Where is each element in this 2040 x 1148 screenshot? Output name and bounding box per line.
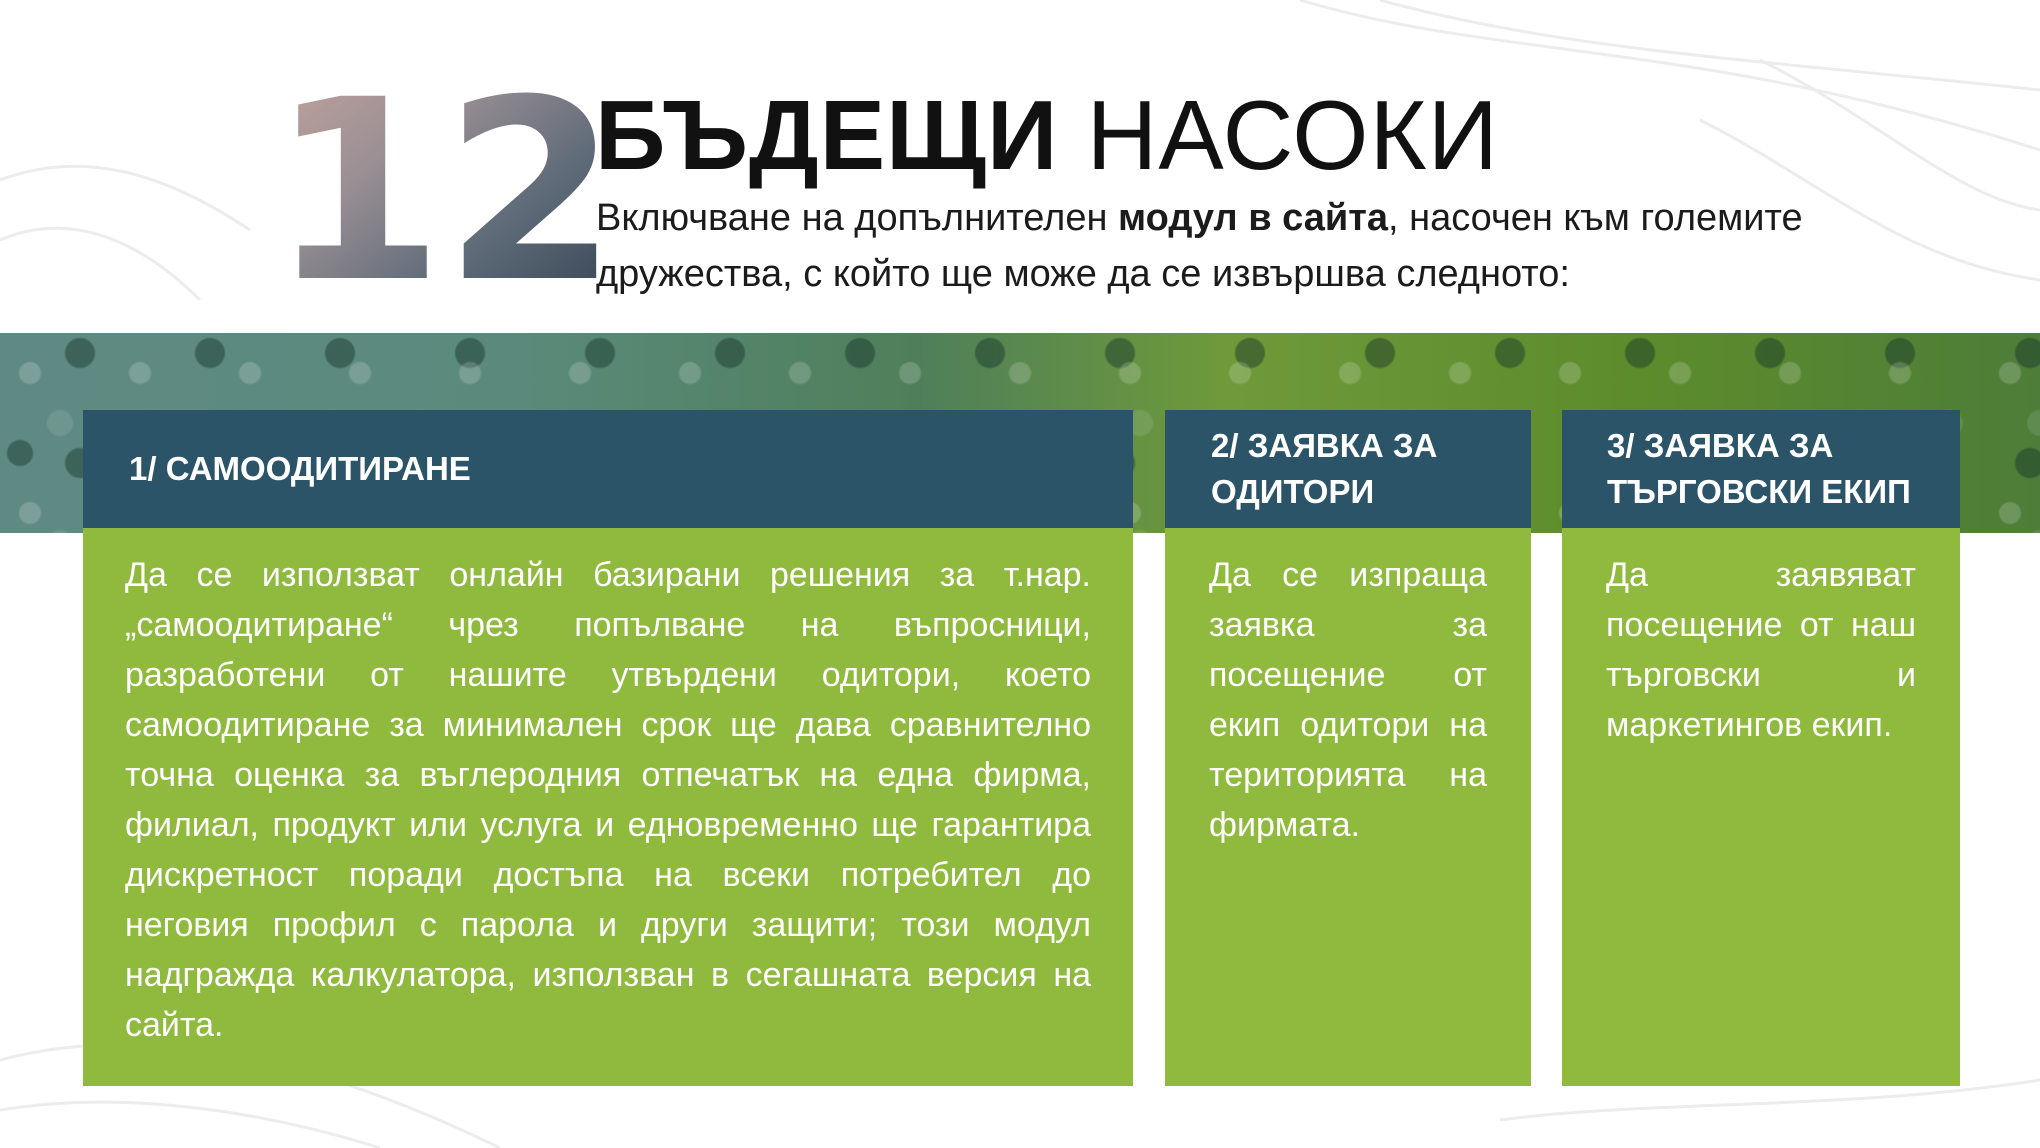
subtitle-before: Включване на допълнителен [596, 197, 1118, 239]
page-title [595, 80, 1499, 190]
title-bold: БЪДЕЩИ [595, 80, 1059, 190]
card-title: 1/ САМООДИТИРАНЕ [129, 450, 471, 487]
card-title: 2/ ЗАЯВКА ЗА ОДИТОРИ [1211, 427, 1438, 510]
card-header [1165, 410, 1531, 528]
header-number [270, 46, 618, 337]
card-header [83, 410, 1133, 528]
card-header [1562, 410, 1960, 528]
card-body: Да заявяват посещение от наш търговски и маркетингов екип. [1562, 528, 1960, 1086]
card-body: Да се изпраща заявка за посещение от екип одитори на територията на фирмата. [1165, 528, 1531, 1086]
card-body: Да се използват онлайн базирани решения за т.нар. „самоодитиране“ чрез попълване на въпросници, разработени от нашите утвърдени одитори, което самоодитиране за минимален срок ще дава сравнително точна оценка за въглеродния отпечатък на една фирма, филиал, продукт или услуга и едновременно ще гарантира дискретност поради достъпа на всеки потребител до неговия профил с парола и други защити; този модул надгражда калкулатора, използван в сегашната версия на сайта. [83, 528, 1133, 1086]
page-subtitle [596, 190, 1896, 302]
title-regular: НАСОКИ [1086, 80, 1500, 190]
card-auditor-request [1165, 410, 1531, 1086]
card-sales-team-request [1562, 410, 1960, 1086]
subtitle-after: , насочен към големите дружества, с който ще може да се извършва следното: [596, 197, 1803, 295]
subtitle-bold: модул в сайта [1118, 197, 1388, 239]
card-self-audit [83, 410, 1133, 1086]
header-number-text: 12 [270, 46, 618, 337]
card-title: 3/ ЗАЯВКА ЗА ТЪРГОВСКИ ЕКИП [1607, 427, 1911, 510]
